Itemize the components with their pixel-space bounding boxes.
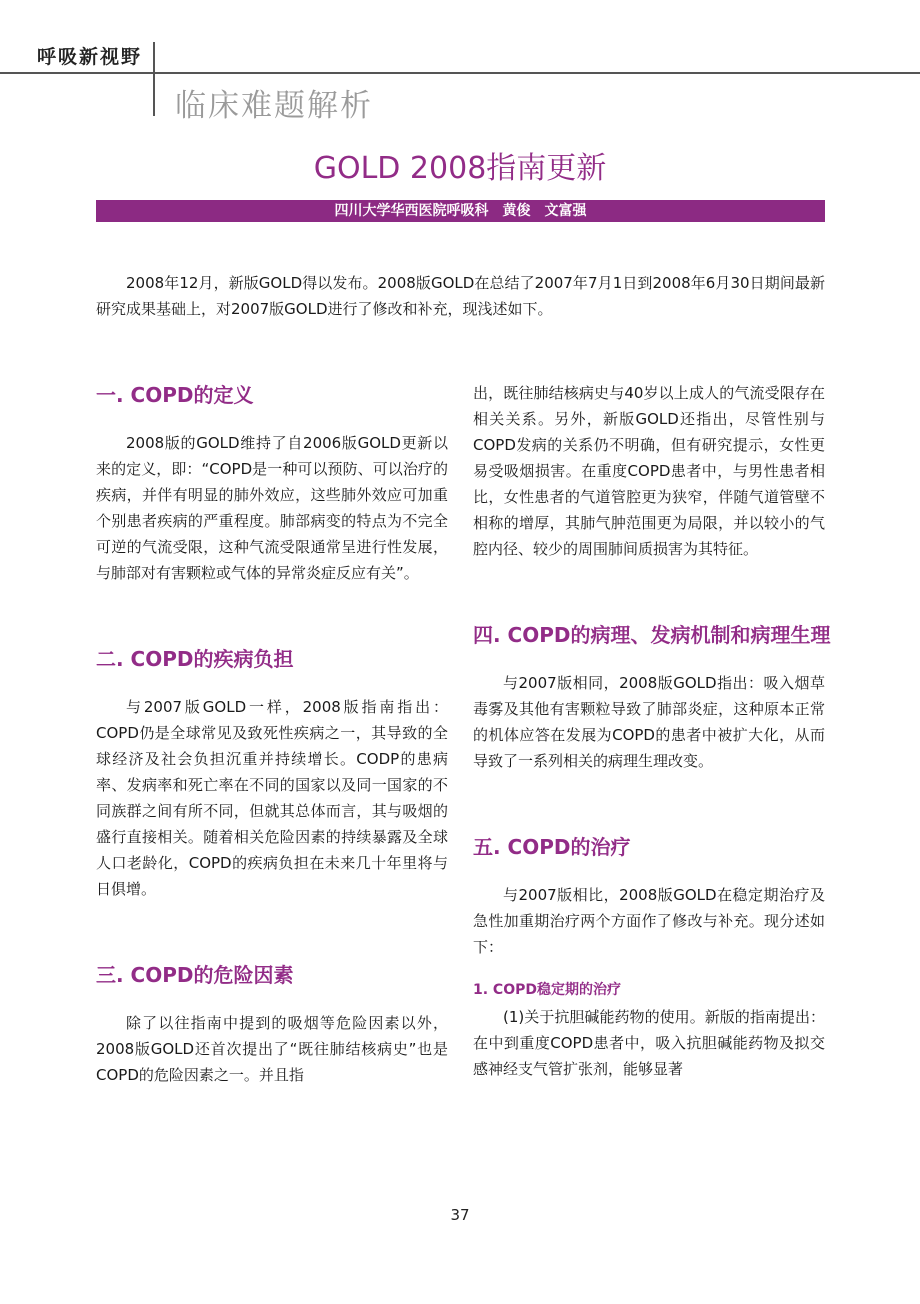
heading-risk-factors: 三. COPD的危险因素 [96, 963, 294, 987]
heading-definition: 一. COPD的定义 [96, 383, 254, 407]
subheading-stable-treatment: 1. COPD稳定期的治疗 [473, 982, 621, 998]
paragraph-treatment: 与2007版相比，2008版GOLD在稳定期治疗及急性加重期治疗两个方面作了修改与补充。现分述如下： [473, 886, 825, 956]
paragraph-disease-burden: 与2007版GOLD一样，2008版指南指出：COPD仍是全球常见及致死性疾病之一，其导致的全球经济及社会负担沉重并持续增长。CODP的患病率、发病率和死亡率在不同的国家以及同一国家的不同族群之间有所不同，但就其总体而言，其与吸烟的盛行直接相关。随着相关危险因素的持续暴露及全球人口老龄化，COPD的疾病负担在未来几十年里将与日俱增。 [96, 698, 448, 898]
page-number: 37 [450, 1206, 470, 1224]
paragraph-anticholinergic: (1)关于抗胆碱能药物的使用。新版的指南提出：在中到重度COPD患者中，吸入抗胆碱能药物及拟交感神经支气管扩张剂，能够显著 [473, 1008, 825, 1078]
paragraph-pathology: 与2007版相同，2008版GOLD指出：吸入烟草毒雾及其他有害颗粒导致了肺部炎症，这种原本正常的机体应答在发展为COPD的患者中被扩大化，从而导致了一系列相关的病理生理改变。 [473, 674, 825, 770]
left-column [96, 380, 448, 1088]
journal-name: 呼吸新视野 [37, 46, 143, 68]
article-title: GOLD 2008指南更新 [313, 151, 607, 186]
intro-paragraph: 2008年12月，新版GOLD得以发布。2008版GOLD在总结了2007年7月1日到2008年6月30日期间最新研究成果基础上，对2007版GOLD进行了修改和补充，现浅述如下。 [96, 274, 825, 318]
paragraph-definition: 2008版的GOLD维持了自2006版GOLD更新以来的定义，即：“COPD是一种可以预防、可以治疗的疾病，并伴有明显的肺外效应，这些肺外效应可加重个别患者疾病的严重程度。肺部病变的特点为不完全可逆的气流受限，这种气流受限通常呈进行性发展，与肺部对有害颗粒或气体的异常炎症反应有关”。 [96, 434, 448, 582]
header-horizontal-rule [0, 72, 920, 74]
heading-treatment: 五. COPD的治疗 [473, 835, 631, 859]
heading-disease-burden: 二. COPD的疾病负担 [96, 647, 294, 671]
paragraph-risk-factors-continued: 出，既往肺结核病史与40岁以上成人的气流受限存在相关关系。另外，新版GOLD还指出，尽管性别与COPD发病的关系仍不明确，但有研究提示，女性更易受吸烟损害。在重度COPD患者中，与男性患者相比，女性患者的气道管腔更为狭窄，伴随气道管壁不相称的增厚，其肺气肿范围更为局限，并以较小的气腔内径、较少的周围肺间质损害为其特征。 [473, 384, 825, 558]
heading-pathology: 四. COPD的病理、发病机制和病理生理 [473, 623, 831, 647]
paragraph-risk-factors: 除了以往指南中提到的吸烟等危险因素以外，2008版GOLD还首次提出了“既往肺结核病史”也是COPD的危险因素之一。并且指 [96, 1014, 448, 1084]
author-bar: 四川大学华西医院呼吸科 黄俊 文富强 [96, 200, 825, 222]
right-column [473, 380, 831, 1082]
header-vertical-rule [153, 42, 155, 116]
section-title: 临床难题解析 [175, 88, 373, 124]
